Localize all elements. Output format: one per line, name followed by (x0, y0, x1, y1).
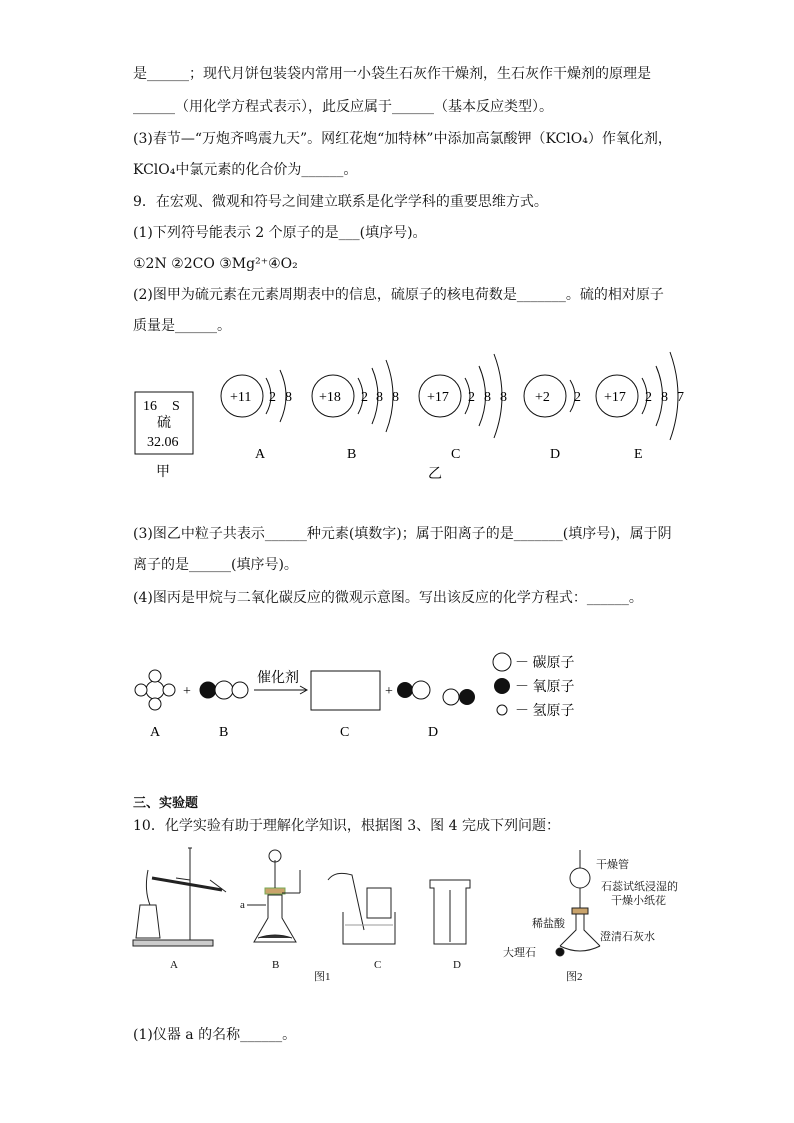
fig1-label-c: C (374, 959, 382, 971)
atom-c-shell-3: 8 (500, 390, 507, 405)
element-number: 16 (143, 399, 157, 414)
question-9-2-cont: 质量是______。 (133, 318, 231, 334)
atoms-caption: 乙 (428, 467, 442, 482)
element-box (135, 392, 193, 480)
text-line-1: 是______；现代月饼包装袋内常用一小袋生石灰作干燥剂，生石灰作干燥剂的原理是 (133, 66, 651, 82)
atom-e-shell-2: 8 (661, 390, 668, 405)
atom-c (419, 354, 507, 482)
atom-d-nucleus: +2 (535, 390, 550, 405)
question-9-options: ①2N ②2CO ③Mg²⁺④O₂ (133, 256, 298, 272)
atom-b-shell-2: 8 (376, 390, 383, 405)
atom-d-label: D (550, 447, 561, 462)
fig2-hcl: 稀盐酸 (532, 918, 565, 930)
fig2-litmus-2: 干燥小纸花 (611, 895, 666, 907)
atom-a-label: A (255, 447, 266, 462)
reaction-plus-2: + (385, 684, 393, 699)
atom-c-shell-1: 2 (468, 390, 475, 405)
atom-b-label: B (347, 447, 357, 462)
atom-d (524, 375, 581, 462)
atom-a-shell-1: 2 (269, 390, 276, 405)
atom-e (596, 352, 684, 462)
text-line-4: KClO₄中氯元素的化合价为______。 (133, 162, 358, 178)
fig1-label-b: B (272, 959, 280, 971)
element-symbol: S (172, 399, 180, 414)
fig1-label-d: D (453, 959, 461, 971)
apparatus-fig2 (503, 850, 678, 983)
atom-a-nucleus: +11 (230, 390, 252, 405)
atom-c-label: C (451, 447, 461, 462)
apparatus-fig1 (133, 848, 470, 983)
atom-c-nucleus: +17 (427, 390, 449, 405)
atom-e-shell-3: 7 (677, 390, 684, 405)
reaction-plus-1: + (183, 684, 191, 699)
fig2-marble: 大理石 (503, 947, 536, 959)
fig2-limewater: 澄清石灰水 (600, 931, 655, 943)
element-name: 硫 (157, 416, 171, 431)
atom-b-shell-3: 8 (392, 390, 399, 405)
reaction-label-d: D (428, 725, 439, 740)
reaction-label-a: A (150, 725, 161, 740)
atom-c-shell-2: 8 (484, 390, 491, 405)
question-9-1: (1)下列符号能表示 2 个原子的是___(填序号)。 (133, 225, 427, 241)
instrument-a-label: a (240, 899, 245, 911)
atom-a (221, 370, 292, 462)
element-mass: 32.06 (147, 435, 179, 450)
fig2-drying-tube: 干燥管 (596, 859, 629, 871)
question-10: 10．化学实验有助于理解化学知识，根据图 3、图 4 完成下列问题： (133, 818, 560, 834)
atom-a-shell-2: 8 (285, 390, 292, 405)
fig2-caption: 图2 (566, 971, 583, 983)
question-9: 9．在宏观、微观和符号之间建立联系是化学学科的重要思维方式。 (133, 194, 548, 210)
legend-hydrogen: － 氢原子 (515, 704, 575, 719)
atom-d-shell-1: 2 (574, 390, 581, 405)
reaction-label-b: B (219, 725, 229, 740)
section-title: 三、实验题 (133, 796, 199, 811)
fig2-litmus-1: 石蕊试纸浸湿的 (601, 881, 678, 893)
fig1-label-a: A (170, 959, 178, 971)
text-line-2: ______（用化学方程式表示），此反应属于______（基本反应类型）。 (133, 99, 553, 115)
atom-e-nucleus: +17 (604, 390, 626, 405)
fig1-caption: 图1 (314, 971, 331, 983)
text-line-3: (3)春节—“万炮齐鸣震九天”。网红花炮“加特林”中添加高氯酸钾（KClO₄）作氧化剂， (133, 131, 672, 147)
reaction-diagram (135, 653, 575, 740)
atom-b-nucleus: +18 (319, 390, 341, 405)
question-9-3-cont: 离子的是______(填序号)。 (133, 557, 298, 573)
atom-e-shell-1: 2 (645, 390, 652, 405)
element-caption: 甲 (156, 465, 170, 480)
question-9-3: (3)图乙中粒子共表示______种元素(填数字)；属于阳离子的是_______(填序号)，属于阴 (133, 526, 672, 542)
reaction-catalyst: 催化剂 (257, 671, 299, 686)
atom-b (312, 360, 399, 462)
question-10-1: (1)仪器 a 的名称______。 (133, 1027, 297, 1043)
question-9-4: (4)图丙是甲烷与二氧化碳反应的微观示意图。写出该反应的化学方程式：______。 (133, 590, 643, 606)
legend-carbon: － 碳原子 (515, 656, 575, 671)
legend-oxygen: － 氧原子 (515, 680, 575, 695)
atom-b-shell-1: 2 (361, 390, 368, 405)
reaction-label-c: C (340, 725, 350, 740)
question-9-2: (2)图甲为硫元素在元素周期表中的信息，硫原子的核电荷数是_______。硫的相对原子 (133, 287, 664, 303)
atom-e-label: E (634, 447, 643, 462)
